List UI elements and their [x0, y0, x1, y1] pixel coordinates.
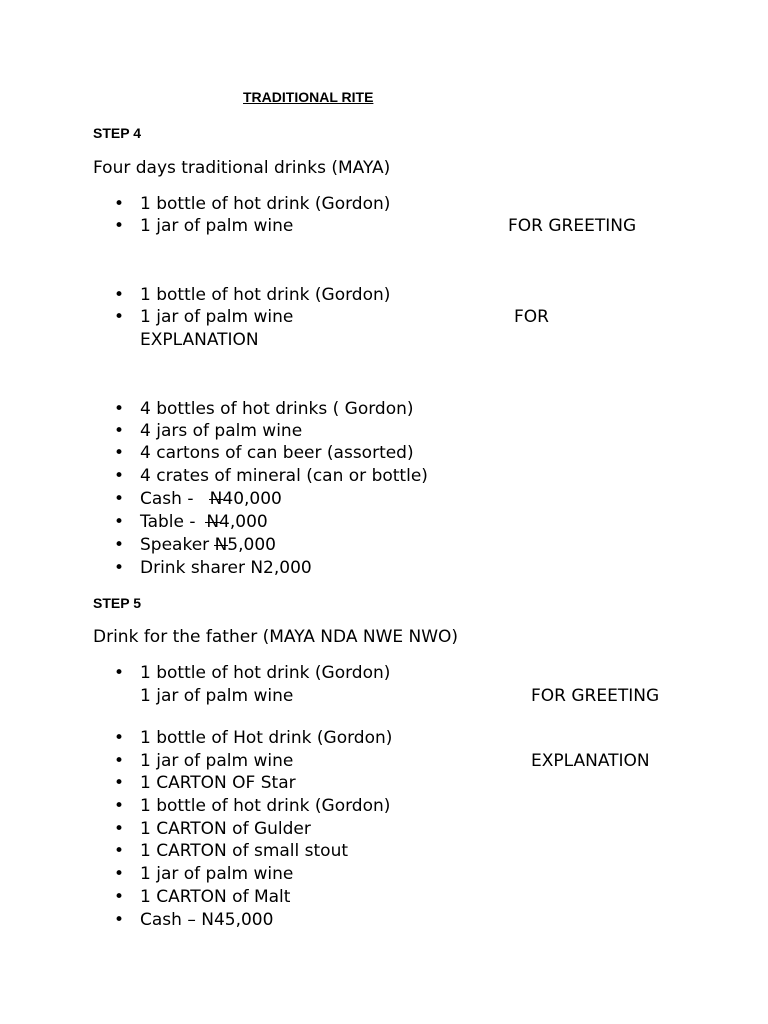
list-item: • 4 bottles of hot drinks ( Gordon) — [140, 399, 414, 419]
greeting-label: FOR GREETING — [531, 686, 660, 706]
naira-symbol: N — [209, 489, 223, 509]
list-item: • 1 bottle of hot drink (Gordon) — [140, 796, 390, 816]
list-item: • 1 bottle of hot drink (Gordon) — [140, 194, 390, 214]
list-item: • 1 bottle of hot drink (Gordon) — [140, 285, 390, 305]
list-item: • 1 CARTON OF Star — [140, 773, 296, 793]
table-item — [140, 512, 268, 532]
speaker-item — [140, 535, 276, 555]
step-4-heading: STEP 4 — [93, 125, 141, 141]
cash-item — [140, 489, 282, 509]
list-item: 1 jar of palm wine — [140, 686, 294, 706]
table-amount: 4,000 — [219, 512, 268, 532]
list-item: • 1 jar of palm wine — [140, 751, 293, 771]
cash-amount: 40,000 — [222, 489, 282, 509]
explanation-label: FOR — [514, 307, 549, 327]
step-4-intro: Four days traditional drinks (MAYA) — [93, 158, 391, 178]
list-item: • 1 jar of palm wine — [140, 864, 293, 884]
explanation-label-continued: EXPLANATION — [140, 330, 259, 350]
greeting-label: FOR GREETING — [508, 216, 637, 236]
list-item: • 1 CARTON of Gulder — [140, 819, 311, 839]
explanation-label: EXPLANATION — [531, 751, 650, 771]
document-title: TRADITIONAL RITE — [243, 89, 374, 105]
list-item: • 1 jar of palm wine — [140, 307, 293, 327]
list-item: • 1 bottle of hot drink (Gordon) — [140, 663, 390, 683]
list-item: • 4 crates of mineral (can or bottle) — [140, 466, 428, 486]
list-item: • 4 cartons of can beer (assorted) — [140, 443, 414, 463]
table-label: Table - — [140, 512, 207, 532]
list-item: • 1 CARTON of small stout — [140, 841, 348, 861]
list-item: • 1 bottle of Hot drink (Gordon) — [140, 728, 392, 748]
step-5-intro: Drink for the father (MAYA NDA NWE NWO) — [93, 627, 459, 647]
list-item: • Cash – N45,000 — [140, 910, 273, 930]
speaker-label: Speaker — [140, 535, 215, 555]
cash-label: Cash - — [140, 489, 210, 509]
list-item: • 1 jar of palm wine — [140, 216, 293, 236]
naira-symbol: N — [206, 512, 220, 532]
list-item: • 1 CARTON of Malt — [140, 887, 290, 907]
list-item: • 4 jars of palm wine — [140, 421, 302, 441]
step-5-heading: STEP 5 — [93, 595, 141, 611]
naira-symbol: N — [214, 535, 228, 555]
speaker-amount: 5,000 — [227, 535, 276, 555]
list-item: • Drink sharer N2,000 — [140, 558, 312, 578]
